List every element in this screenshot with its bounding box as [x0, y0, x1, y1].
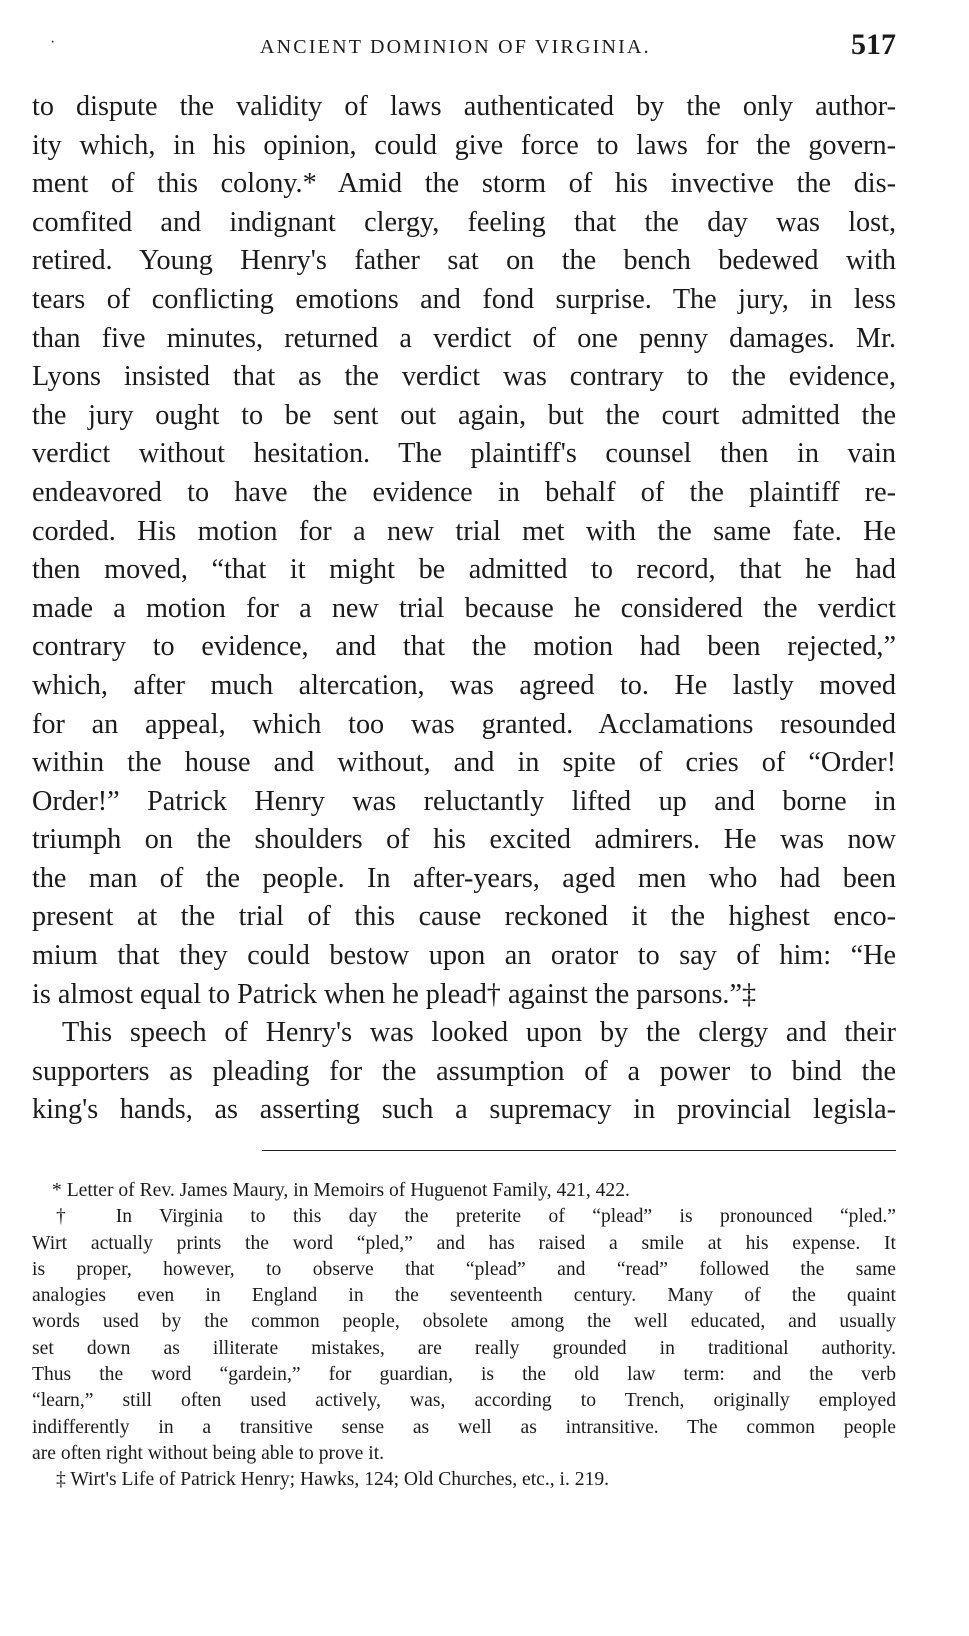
body-line: comfited and indignant clergy, feeling that the day was lost,: [32, 206, 896, 238]
footnote-line: is proper, however, to observe that “plead” and “read” followed the same: [32, 1258, 896, 1280]
body-line: retired. Young Henry's father sat on the bench bedewed with: [32, 245, 896, 277]
footnote-line: * Letter of Rev. James Maury, in Memoirs of Huguenot Family, 421, 422.: [52, 1180, 630, 1201]
body-line: than five minutes, returned a verdict of one penny damages. Mr.: [32, 322, 896, 354]
page-number: 517: [851, 28, 896, 61]
body-line: ment of this colony.* Amid the storm of his invective the dis-: [32, 168, 896, 200]
body-line: endeavored to have the evidence in behalf of the plaintiff re-: [32, 476, 896, 508]
body-text: [32, 88, 896, 1130]
header-marker: ·: [50, 34, 56, 51]
body-line: supporters as pleading for the assumption of a power to bind the: [32, 1055, 896, 1087]
footnote-divider: [262, 1150, 896, 1151]
body-line: for an appeal, which too was granted. Acclamations resounded: [32, 708, 896, 740]
footnote-line: ‡ Wirt's Life of Patrick Henry; Hawks, 124; Old Churches, etc., i. 219.: [56, 1469, 610, 1491]
footnote-line: words used by the common people, obsolete among the well educated, and usually: [32, 1311, 896, 1333]
body-line: contrary to evidence, and that the motion had been rejected,”: [32, 631, 896, 663]
body-line: the man of the people. In after-years, aged men who had been: [32, 862, 896, 894]
paragraph-start-line: This speech of Henry's was looked upon by the clergy and their: [62, 1017, 896, 1049]
body-line: tears of conflicting emotions and fond surprise. The jury, in less: [32, 283, 896, 315]
body-line: Lyons insisted that as the verdict was contrary to the evidence,: [32, 361, 896, 393]
body-line: triumph on the shoulders of his excited admirers. He was now: [32, 824, 896, 856]
footnote-line: Thus the word “gardein,” for guardian, is the old law term: and the verb: [32, 1364, 896, 1386]
body-line: mium that they could bestow upon an orator to say of him: “He: [32, 940, 896, 972]
body-line: present at the trial of this cause reckoned it the highest enco-: [32, 901, 896, 933]
footnote-line: are often right without being able to prove it.: [32, 1442, 385, 1464]
body-line: to dispute the validity of laws authenticated by the only author-: [32, 91, 896, 122]
footnotes: [32, 1178, 896, 1494]
body-line: king's hands, as asserting such a supremacy in provincial legisla-: [32, 1094, 896, 1126]
footnote-line: analogies even in England in the seventeenth century. Many of the quaint: [32, 1285, 896, 1307]
running-title: ANCIENT DOMINION OF VIRGINIA.: [260, 36, 651, 58]
footnote-line: “learn,” still often used actively, was, according to Trench, originally employed: [32, 1390, 896, 1412]
body-line: verdict without hesitation. The plaintiff's counsel then in vain: [32, 438, 896, 470]
footnote-line: set down as illiterate mistakes, are really grounded in traditional authority.: [32, 1337, 896, 1359]
body-line: ity which, in his opinion, could give force to laws for the govern-: [32, 129, 896, 161]
body-line: Order!” Patrick Henry was reluctantly lifted up and borne in: [32, 785, 896, 817]
body-line: made a motion for a new trial because he considered the verdict: [32, 592, 896, 624]
footnote-line: Wirt actually prints the word “pled,” and has raised a smile at his expense. It: [32, 1232, 896, 1254]
body-line: the jury ought to be sent out again, but the court admitted the: [32, 399, 896, 431]
page-header: [32, 28, 896, 68]
body-line: then moved, “that it might be admitted to record, that he had: [32, 554, 896, 586]
footnote-line: indifferently in a transitive sense as well as intransitive. The common people: [32, 1416, 896, 1438]
body-line: corded. His motion for a new trial met with the same fate. He: [32, 515, 896, 547]
body-line: within the house and without, and in spite of cries of “Order!: [32, 747, 896, 779]
body-line: is almost equal to Patrick when he plead† against the parsons.”‡: [32, 978, 757, 1010]
body-line: which, after much altercation, was agreed to. He lastly moved: [32, 669, 896, 701]
footnote-line: † In Virginia to this day the preterite of “plead” is pronounced “pled.”: [56, 1206, 896, 1228]
